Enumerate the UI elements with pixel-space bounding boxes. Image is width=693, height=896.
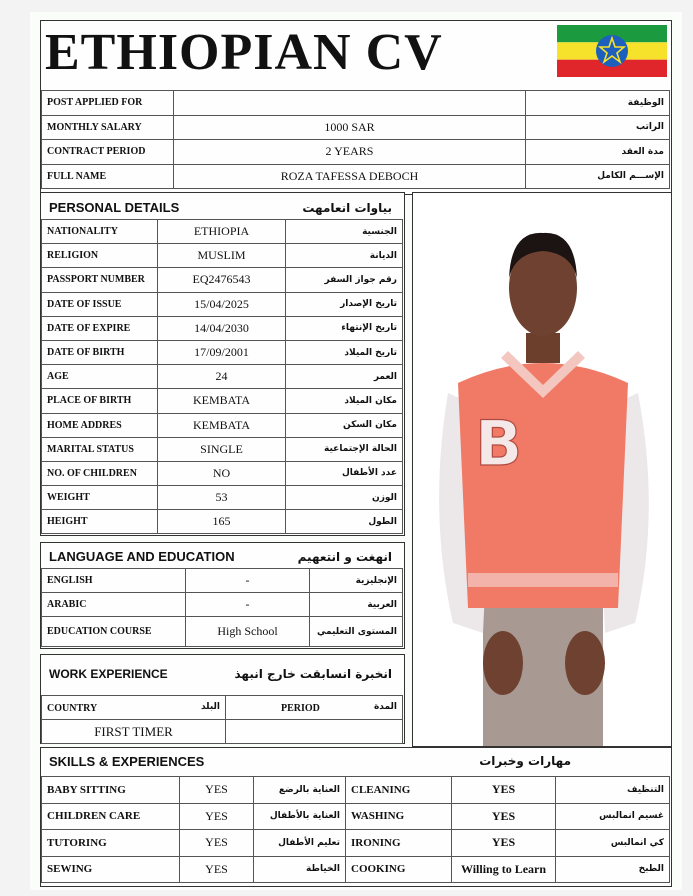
personal-field-label-ar: عدد الأطفال [286, 461, 403, 485]
language-field-label: EDUCATION COURSE [42, 617, 186, 647]
skill-value: YES [452, 830, 556, 857]
top-field-label: FULL NAME [42, 164, 174, 189]
top-row [42, 115, 670, 140]
personal-table [41, 219, 403, 534]
top-field-value: 2 YEARS [174, 140, 526, 165]
top-field-value: 1000 SAR [174, 115, 526, 140]
personal-field-value: ETHIOPIA [158, 220, 286, 244]
personal-details-title: PERSONAL DETAILS [49, 200, 180, 215]
skill-label: WASHING [346, 803, 452, 830]
personal-field-value: 24 [158, 365, 286, 389]
personal-field-value: 17/09/2001 [158, 340, 286, 364]
personal-row [42, 486, 403, 510]
personal-field-label-ar: الجنسية [286, 220, 403, 244]
top-field-label-ar: الإســـم الكامل [526, 164, 670, 189]
skills-row [42, 830, 670, 857]
personal-field-label-ar: مكان السكن [286, 413, 403, 437]
country-label: COUNTRY [47, 702, 98, 714]
personal-row [42, 413, 403, 437]
personal-field-label: NATIONALITY [42, 220, 158, 244]
personal-row [42, 220, 403, 244]
personal-field-label: AGE [42, 365, 158, 389]
top-field-label-ar: الراتب [526, 115, 670, 140]
personal-field-label: WEIGHT [42, 486, 158, 510]
skill-value: YES [452, 777, 556, 804]
personal-field-label-ar: العمر [286, 365, 403, 389]
personal-field-label-ar: الطول [286, 510, 403, 534]
skill-label: IRONING [346, 830, 452, 857]
skills-row [42, 803, 670, 830]
personal-row [42, 437, 403, 461]
personal-row [42, 389, 403, 413]
skill-label: SEWING [42, 856, 180, 883]
personal-row [42, 510, 403, 534]
personal-field-label: MARITAL STATUS [42, 437, 158, 461]
top-field-value: ROZA TAFESSA DEBOCH [174, 164, 526, 189]
personal-row [42, 292, 403, 316]
personal-field-label: HOME ADDRES [42, 413, 158, 437]
skills-table [41, 776, 670, 883]
skills-title-ar: مهارات وخبرات [479, 754, 571, 768]
personal-field-label-ar: مكان الميلاد [286, 389, 403, 413]
personal-field-label-ar: رقم جواز السفر [286, 268, 403, 292]
skill-value: Willing to Learn [452, 856, 556, 883]
language-row [42, 569, 403, 593]
work-experience-title: WORK EXPERIENCE [49, 667, 168, 681]
language-field-label-ar: المستوى التعليمي [310, 617, 403, 647]
personal-field-label: HEIGHT [42, 510, 158, 534]
skill-label-ar: الطبخ [556, 856, 670, 883]
skill-label-ar: كي انمالبس [556, 830, 670, 857]
skill-label-ar: العناية بالرضع [254, 777, 346, 804]
cv-title: ETHIOPIAN CV [45, 24, 443, 81]
skills-title: SKILLS & EXPERIENCES [49, 754, 205, 769]
top-field-label-ar: الوظيفة [526, 91, 670, 116]
language-field-value: - [186, 593, 310, 617]
skill-value: YES [180, 856, 254, 883]
header-box [40, 20, 672, 195]
skill-label: TUTORING [42, 830, 180, 857]
personal-field-label: PASSPORT NUMBER [42, 268, 158, 292]
personal-field-label: RELIGION [42, 244, 158, 268]
top-field-label-ar: مدة العقد [526, 140, 670, 165]
skill-label: COOKING [346, 856, 452, 883]
language-field-label-ar: العربية [310, 593, 403, 617]
skills-box [40, 747, 672, 887]
ethiopia-flag-icon [557, 25, 667, 77]
personal-details-box [40, 192, 405, 536]
top-field-label: MONTHLY SALARY [42, 115, 174, 140]
personal-row [42, 365, 403, 389]
skill-label-ar: الخياطة [254, 856, 346, 883]
language-field-value: - [186, 569, 310, 593]
svg-text:B: B [475, 407, 523, 480]
personal-row [42, 244, 403, 268]
country-label-ar: البلد [200, 701, 220, 712]
candidate-photo [412, 192, 672, 747]
personal-field-value: SINGLE [158, 437, 286, 461]
personal-field-value: KEMBATA [158, 413, 286, 437]
language-education-title: LANGUAGE AND EDUCATION [49, 549, 235, 564]
language-field-label-ar: الإنجليزية [310, 569, 403, 593]
skill-label: BABY SITTING [42, 777, 180, 804]
cv-sheet [30, 12, 682, 890]
period-label: PERIOD [281, 702, 320, 714]
personal-field-value: NO [158, 461, 286, 485]
skill-label-ar: التنظيف [556, 777, 670, 804]
work-experience-value: FIRST TIMER [42, 720, 226, 744]
period-label-ar: المدة [373, 701, 397, 712]
top-row [42, 91, 670, 116]
personal-field-label: DATE OF BIRTH [42, 340, 158, 364]
language-field-value: High School [186, 617, 310, 647]
personal-field-label: DATE OF ISSUE [42, 292, 158, 316]
personal-field-label-ar: تاريخ الميلاد [286, 340, 403, 364]
personal-field-value: MUSLIM [158, 244, 286, 268]
work-experience-title-ar: انخبرة انسابقت خارج انبهذ [234, 667, 392, 681]
skills-row [42, 856, 670, 883]
language-education-box [40, 542, 405, 649]
language-row [42, 593, 403, 617]
language-row [42, 617, 403, 647]
skill-label-ar: العناية بالأطفال [254, 803, 346, 830]
skill-label: CHILDREN CARE [42, 803, 180, 830]
personal-field-label-ar: الحالة الإجتماعية [286, 437, 403, 461]
personal-field-label-ar: تاريخ الإنتهاء [286, 316, 403, 340]
top-field-label: CONTRACT PERIOD [42, 140, 174, 165]
personal-field-label: DATE OF EXPIRE [42, 316, 158, 340]
personal-row [42, 461, 403, 485]
personal-row [42, 340, 403, 364]
skill-value: YES [452, 803, 556, 830]
skill-value: YES [180, 830, 254, 857]
skills-row [42, 777, 670, 804]
personal-field-label-ar: تاريخ الإصدار [286, 292, 403, 316]
personal-row [42, 268, 403, 292]
language-field-label: ENGLISH [42, 569, 186, 593]
top-field-value [174, 91, 526, 116]
top-field-label: POST APPLIED FOR [42, 91, 174, 116]
skill-label-ar: تعليم الأطفال [254, 830, 346, 857]
skill-label-ar: غسيم انمالبس [556, 803, 670, 830]
top-row [42, 140, 670, 165]
top-row [42, 164, 670, 189]
personal-field-value: 15/04/2025 [158, 292, 286, 316]
personal-field-label-ar: الديانة [286, 244, 403, 268]
work-experience-box [40, 654, 405, 744]
personal-field-value: 165 [158, 510, 286, 534]
personal-field-label: NO. OF CHILDREN [42, 461, 158, 485]
personal-field-label: PLACE OF BIRTH [42, 389, 158, 413]
personal-details-title-ar: بياوات انعامهت [302, 201, 392, 215]
personal-row [42, 316, 403, 340]
skill-value: YES [180, 777, 254, 804]
work-table [41, 695, 403, 744]
language-education-title-ar: انهغت و انتعهيم [297, 550, 392, 564]
personal-field-value: EQ2476543 [158, 268, 286, 292]
language-field-label: ARABIC [42, 593, 186, 617]
personal-field-value: KEMBATA [158, 389, 286, 413]
skill-label: CLEANING [346, 777, 452, 804]
personal-field-value: 14/04/2030 [158, 316, 286, 340]
top-table [41, 90, 670, 189]
personal-field-label-ar: الوزن [286, 486, 403, 510]
language-table [41, 568, 403, 647]
skill-value: YES [180, 803, 254, 830]
personal-field-value: 53 [158, 486, 286, 510]
